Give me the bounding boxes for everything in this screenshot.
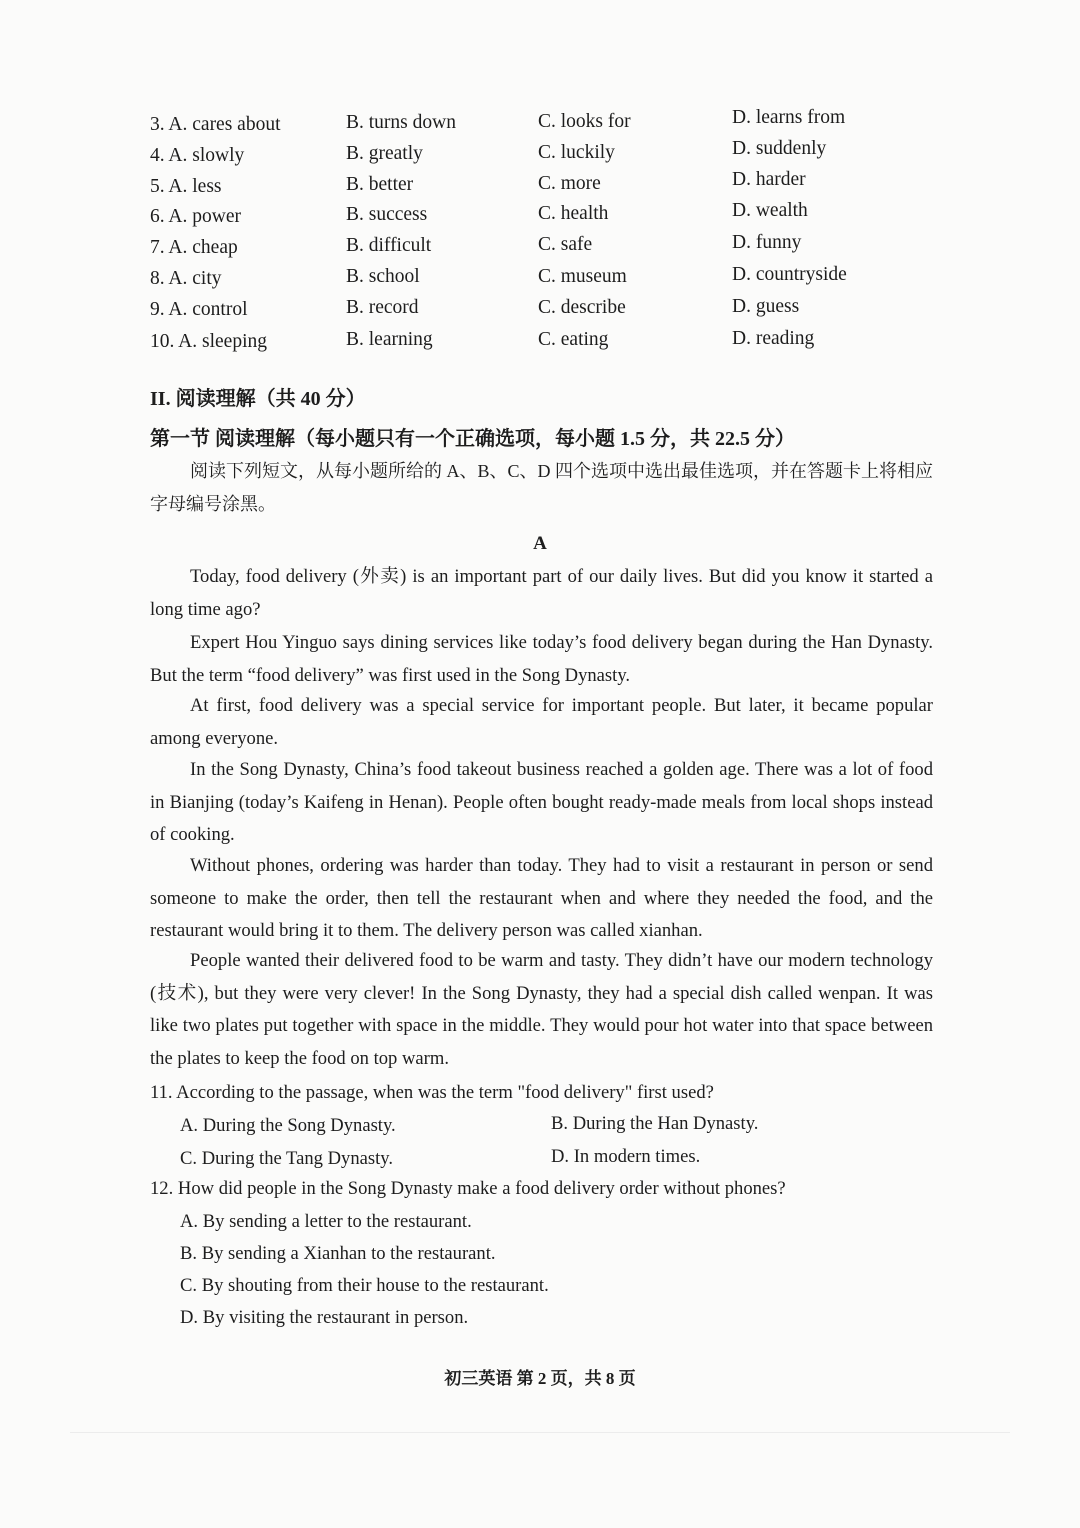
option-c: C. more bbox=[538, 173, 601, 194]
option-c: C. eating bbox=[538, 329, 609, 350]
section-instruction: 阅读下列短文，从每小题所给的 A、B、C、D 四个选项中选出最佳选项，并在答题卡上将相应字母编号涂黑。 bbox=[150, 461, 934, 514]
option-d: D. funny bbox=[732, 232, 802, 253]
choice-c: C. By shouting from their house to the restaurant. bbox=[180, 1275, 549, 1296]
option-row-4 bbox=[0, 138, 1080, 173]
passage-paragraph: Expert Hou Yinguo says dining services like today’s food delivery began during the Han Dynasty. But the term “food delivery” was first used in the Song Dynasty. bbox=[150, 632, 933, 686]
option-a: 8. A. city bbox=[150, 268, 222, 289]
question-stem: 12. How did people in the Song Dynasty make a food delivery order without phones? bbox=[150, 1178, 786, 1199]
passage-paragraph: At first, food delivery was a special service for important people. But later, it became popular among everyone. bbox=[150, 695, 933, 749]
option-row-7 bbox=[0, 232, 1080, 265]
option-a: 7. A. cheap bbox=[150, 237, 238, 258]
option-d: D. wealth bbox=[732, 200, 808, 221]
option-d: D. guess bbox=[732, 296, 800, 317]
option-b: B. learning bbox=[346, 329, 433, 350]
passage-paragraph: In the Song Dynasty, China’s food takeout business reached a golden age. There was a lot of food in Bianjing (today’s Kaifeng in Henan). People often bought ready-made meals from local shops instead of cooking. bbox=[150, 759, 933, 845]
choice-b: B. During the Han Dynasty. bbox=[551, 1113, 759, 1134]
section-title: II. 阅读理解（共 40 分） bbox=[150, 388, 366, 410]
option-b: B. school bbox=[346, 266, 420, 287]
option-a: 6. A. power bbox=[150, 206, 241, 227]
passage-paragraph: Today, food delivery (外卖) is an important part of our daily lives. But did you know it started a long time ago? bbox=[150, 566, 933, 620]
option-a: 3. A. cares about bbox=[150, 114, 281, 135]
option-d: D. countryside bbox=[732, 264, 847, 285]
choice-b: B. By sending a Xianhan to the restaurant. bbox=[180, 1243, 496, 1264]
page-footer: 初三英语 第 2 页，共 8 页 bbox=[444, 1369, 636, 1388]
option-b: B. better bbox=[346, 174, 414, 195]
option-c: C. describe bbox=[538, 297, 626, 318]
option-b: B. success bbox=[346, 204, 428, 225]
option-a: 9. A. control bbox=[150, 299, 248, 320]
option-b: B. difficult bbox=[346, 235, 432, 256]
question-stem: 11. According to the passage, when was the term "food delivery" first used? bbox=[150, 1082, 714, 1103]
option-row-10 bbox=[0, 329, 1080, 359]
option-row-6 bbox=[0, 200, 1080, 234]
option-c: C. looks for bbox=[538, 111, 631, 132]
choice-a: A. By sending a letter to the restaurant. bbox=[180, 1211, 472, 1232]
option-c: C. museum bbox=[538, 266, 627, 287]
option-row-8 bbox=[0, 266, 1080, 296]
passage-paragraph: People wanted their delivered food to be warm and tasty. They didn’t have our modern technology (技术), but they were very clever! In the Song Dynasty, they had a special dish called wenpan. It was like two plates put together with space in the middle. They would pour hot water into that space between the plates to keep the food on top warm. bbox=[150, 950, 933, 1069]
choice-a: A. During the Song Dynasty. bbox=[180, 1115, 396, 1136]
option-d: D. reading bbox=[732, 328, 815, 349]
option-c: C. safe bbox=[538, 234, 593, 255]
option-d: D. suddenly bbox=[732, 138, 827, 159]
option-b: B. turns down bbox=[346, 112, 456, 133]
subsection-title: 第一节 阅读理解（每小题只有一个正确选项，每小题 1.5 分，共 22.5 分） bbox=[150, 428, 795, 450]
option-a: 10. A. sleeping bbox=[150, 331, 267, 352]
choice-c: C. During the Tang Dynasty. bbox=[180, 1148, 394, 1169]
option-b: B. record bbox=[346, 297, 419, 318]
passage-title: A bbox=[533, 533, 547, 554]
passage-paragraph: Without phones, ordering was harder than today. They had to visit a restaurant in person or send someone to make the order, then tell the restaurant when and where they needed the food, and the restaurant would bring it to them. The delivery person was called xianhan. bbox=[150, 855, 933, 941]
option-row-9 bbox=[0, 297, 1080, 327]
option-a: 5. A. less bbox=[150, 176, 222, 197]
option-row-5 bbox=[0, 169, 1080, 204]
choice-d: D. In modern times. bbox=[551, 1146, 701, 1167]
page-edge-divider bbox=[70, 1432, 1010, 1433]
option-row-3 bbox=[0, 107, 1080, 142]
option-d: D. learns from bbox=[732, 107, 846, 128]
option-b: B. greatly bbox=[346, 143, 423, 164]
choice-d: D. By visiting the restaurant in person. bbox=[180, 1307, 469, 1328]
option-c: C. luckily bbox=[538, 142, 615, 163]
option-d: D. harder bbox=[732, 169, 806, 190]
option-c: C. health bbox=[538, 203, 609, 224]
option-a: 4. A. slowly bbox=[150, 145, 245, 166]
